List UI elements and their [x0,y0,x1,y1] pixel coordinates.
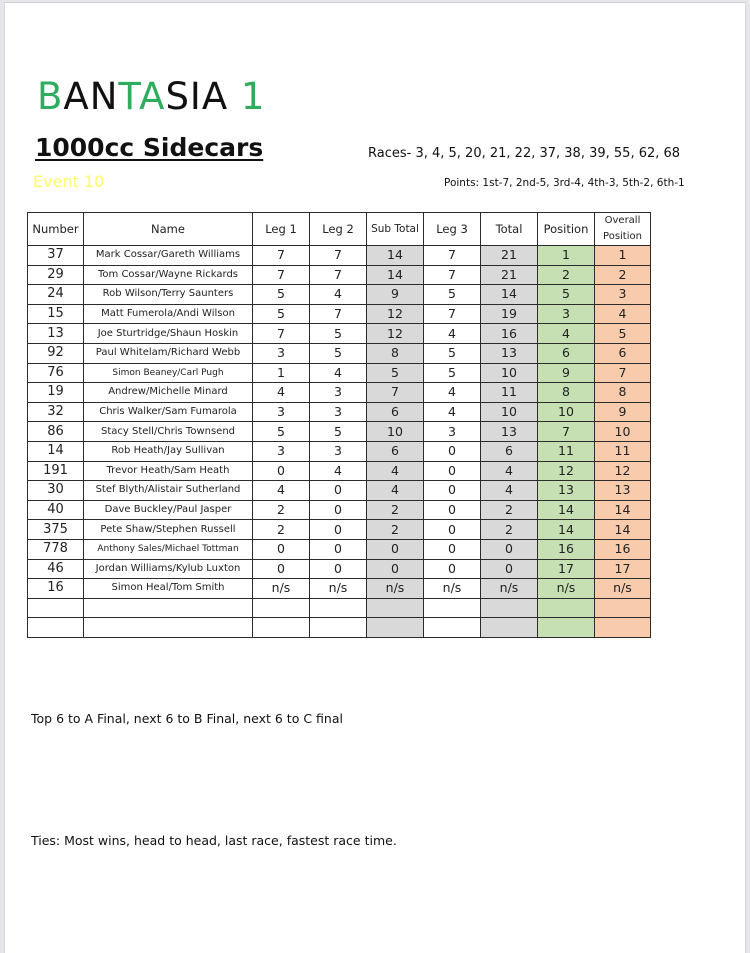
points-scheme: Points: 1st-7, 2nd-5, 3rd-4, 4th-3, 5th-2, 6th-1 [444,177,685,189]
cell-subtotal: 8 [367,343,424,363]
cell-subtotal: 10 [367,422,424,442]
cell-total: 10 [481,363,538,383]
table-row [28,304,651,324]
cell-leg2: 0 [310,500,367,520]
table-header-row [28,213,651,246]
cell-subtotal: 12 [367,304,424,324]
cell-overall-position: 1 [595,246,651,266]
cell-leg2: n/s [310,579,367,599]
cell-overall-position: 2 [595,265,651,285]
cell-leg2: 5 [310,343,367,363]
cell-position: 14 [538,500,595,520]
cell-name: Dave Buckley/Paul Jasper [84,500,253,520]
cell-overall-position: 11 [595,441,651,461]
cell-overall-position [595,618,651,638]
cell-name: Chris Walker/Sam Fumarola [84,402,253,422]
cell-overall-position: 12 [595,461,651,481]
table-row [28,265,651,285]
cell-name [84,598,253,618]
col-header-leg1: Leg 1 [253,213,310,246]
cell-leg2: 5 [310,422,367,442]
table-row [28,579,651,599]
title-segment: T [118,75,140,118]
title-segment: AN [63,75,119,118]
cell-number: 13 [28,324,84,344]
cell-position: 5 [538,285,595,305]
table-row [28,246,651,266]
cell-position: 3 [538,304,595,324]
cell-leg3: n/s [424,579,481,599]
cell-total: 2 [481,500,538,520]
title-segment: SIA [165,75,229,118]
cell-total: 2 [481,520,538,540]
cell-subtotal: 14 [367,265,424,285]
ties-note: Ties: Most wins, head to head, last race, fastest race time. [31,833,397,848]
cell-number: 191 [28,461,84,481]
cell-position: 11 [538,441,595,461]
cell-total: 21 [481,265,538,285]
cell-number: 29 [28,265,84,285]
cell-leg2 [310,618,367,638]
cell-subtotal: 2 [367,500,424,520]
cell-subtotal: 7 [367,383,424,403]
cell-name: Jordan Williams/Kylub Luxton [84,559,253,579]
col-header-leg3: Leg 3 [424,213,481,246]
cell-leg1: 5 [253,304,310,324]
cell-position: 17 [538,559,595,579]
cell-subtotal: 14 [367,246,424,266]
cell-number [28,618,84,638]
table-row [28,618,651,638]
cell-leg3: 0 [424,441,481,461]
table-row [28,422,651,442]
event-number: Event 10 [33,172,105,191]
cell-leg3: 0 [424,481,481,501]
cell-leg3: 0 [424,559,481,579]
cell-position: 10 [538,402,595,422]
col-header-overall-position [595,213,651,246]
cell-leg3: 7 [424,265,481,285]
cell-leg2: 3 [310,441,367,461]
cell-subtotal: 5 [367,363,424,383]
class-subtitle: 1000cc Sidecars [35,133,264,162]
cell-number: 375 [28,520,84,540]
cell-leg1: 3 [253,441,310,461]
cell-overall-position: 4 [595,304,651,324]
table-row [28,402,651,422]
cell-overall-position: 17 [595,559,651,579]
cell-name: Andrew/Michelle Minard [84,383,253,403]
cell-leg1: 5 [253,285,310,305]
cell-position: 6 [538,343,595,363]
cell-position: 13 [538,481,595,501]
cell-leg2: 0 [310,559,367,579]
cell-subtotal: 9 [367,285,424,305]
cell-position: 1 [538,246,595,266]
cell-position: n/s [538,579,595,599]
cell-leg2: 0 [310,539,367,559]
table-row [28,500,651,520]
cell-leg2: 0 [310,481,367,501]
cell-leg1: 2 [253,500,310,520]
races-list: Races- 3, 4, 5, 20, 21, 22, 37, 38, 39, 55, 62, 68 [368,146,681,161]
cell-name: Stef Blyth/Alistair Sutherland [84,481,253,501]
cell-overall-position: 9 [595,402,651,422]
table-row [28,363,651,383]
cell-name: Pete Shaw/Stephen Russell [84,520,253,540]
cell-total [481,618,538,638]
cell-subtotal: 4 [367,481,424,501]
cell-overall-position: 10 [595,422,651,442]
cell-subtotal: 2 [367,520,424,540]
cell-leg2: 0 [310,520,367,540]
cell-leg3: 0 [424,500,481,520]
cell-number: 32 [28,402,84,422]
cell-leg3: 5 [424,285,481,305]
cell-total [481,598,538,618]
cell-number: 86 [28,422,84,442]
cell-total: 10 [481,402,538,422]
cell-name: Rob Wilson/Terry Saunters [84,285,253,305]
cell-leg2: 7 [310,246,367,266]
cell-position: 12 [538,461,595,481]
event-title [37,75,265,119]
cell-position: 2 [538,265,595,285]
cell-number: 92 [28,343,84,363]
cell-number: 15 [28,304,84,324]
cell-overall-position: 13 [595,481,651,501]
cell-leg3: 5 [424,343,481,363]
col-header-position: Position [538,213,595,246]
table-row [28,598,651,618]
cell-overall-position [595,598,651,618]
cell-total: 13 [481,343,538,363]
cell-number: 40 [28,500,84,520]
cell-leg3: 4 [424,324,481,344]
cell-number [28,598,84,618]
cell-leg1: 7 [253,324,310,344]
cell-leg3: 7 [424,246,481,266]
table-row [28,324,651,344]
col-header-name: Name [84,213,253,246]
cell-leg2: 3 [310,383,367,403]
cell-position: 8 [538,383,595,403]
title-segment: A [139,75,166,118]
cell-total: 21 [481,246,538,266]
cell-overall-position: 16 [595,539,651,559]
table-row [28,481,651,501]
cell-position: 7 [538,422,595,442]
cell-total: 4 [481,481,538,501]
cell-leg1: 3 [253,343,310,363]
overall-line-2: Position [603,231,642,242]
cell-leg2: 7 [310,265,367,285]
cell-overall-position: n/s [595,579,651,599]
cell-name: Stacy Stell/Chris Townsend [84,422,253,442]
cell-overall-position: 6 [595,343,651,363]
cell-leg2: 4 [310,285,367,305]
cell-overall-position: 14 [595,520,651,540]
cell-leg1: 5 [253,422,310,442]
cell-name: Mark Cossar/Gareth Williams [84,246,253,266]
cell-leg3 [424,618,481,638]
results-table [27,212,651,638]
cell-name: Tom Cossar/Wayne Rickards [84,265,253,285]
table-row [28,461,651,481]
cell-subtotal: 4 [367,461,424,481]
cell-leg1: 4 [253,383,310,403]
cell-total: 11 [481,383,538,403]
cell-leg3: 0 [424,461,481,481]
cell-overall-position: 14 [595,500,651,520]
col-header-total: Total [481,213,538,246]
cell-subtotal: n/s [367,579,424,599]
cell-leg3: 7 [424,304,481,324]
cell-leg1: 4 [253,481,310,501]
cell-leg3: 5 [424,363,481,383]
cell-leg3: 3 [424,422,481,442]
cell-name: Anthony Sales/Michael Tottman [84,539,253,559]
cell-total: 19 [481,304,538,324]
cell-overall-position: 3 [595,285,651,305]
cell-leg3: 4 [424,402,481,422]
col-header-leg2: Leg 2 [310,213,367,246]
table-row [28,539,651,559]
table-row [28,441,651,461]
cell-overall-position: 7 [595,363,651,383]
cell-total: 4 [481,461,538,481]
cell-leg2: 4 [310,461,367,481]
cell-overall-position: 8 [595,383,651,403]
cell-subtotal: 6 [367,441,424,461]
cell-name: Joe Sturtridge/Shaun Hoskin [84,324,253,344]
cell-number: 16 [28,579,84,599]
cell-subtotal [367,598,424,618]
cell-position: 9 [538,363,595,383]
cell-number: 37 [28,246,84,266]
cell-name: Simon Heal/Tom Smith [84,579,253,599]
cell-subtotal [367,618,424,638]
cell-leg2: 5 [310,324,367,344]
cell-leg3: 0 [424,520,481,540]
cell-leg1: 1 [253,363,310,383]
cell-leg1: 0 [253,461,310,481]
cell-number: 30 [28,481,84,501]
table-row [28,285,651,305]
cell-number: 14 [28,441,84,461]
cell-position: 16 [538,539,595,559]
cell-leg1 [253,618,310,638]
cell-position: 14 [538,520,595,540]
cell-leg2: 3 [310,402,367,422]
cell-position [538,618,595,638]
cell-subtotal: 0 [367,539,424,559]
table-row [28,383,651,403]
cell-leg2: 4 [310,363,367,383]
cell-position [538,598,595,618]
cell-subtotal: 6 [367,402,424,422]
cell-number: 76 [28,363,84,383]
cell-number: 19 [28,383,84,403]
cell-number: 24 [28,285,84,305]
finals-note: Top 6 to A Final, next 6 to B Final, next 6 to C final [31,711,343,726]
cell-subtotal: 12 [367,324,424,344]
table-row [28,559,651,579]
cell-leg1 [253,598,310,618]
cell-leg3: 0 [424,539,481,559]
cell-total: 14 [481,285,538,305]
col-header-number: Number [28,213,84,246]
cell-total: n/s [481,579,538,599]
title-segment: 1 [228,75,266,118]
cell-total: 0 [481,559,538,579]
cell-name: Paul Whitelam/Richard Webb [84,343,253,363]
cell-leg1: 0 [253,559,310,579]
cell-name [84,618,253,638]
cell-number: 46 [28,559,84,579]
cell-total: 16 [481,324,538,344]
cell-subtotal: 0 [367,559,424,579]
title-segment: B [37,75,64,118]
cell-leg2: 7 [310,304,367,324]
cell-leg1: 3 [253,402,310,422]
cell-leg3 [424,598,481,618]
cell-total: 6 [481,441,538,461]
cell-leg1: 7 [253,265,310,285]
cell-name: Trevor Heath/Sam Heath [84,461,253,481]
cell-position: 4 [538,324,595,344]
document-page [4,2,746,953]
cell-name: Rob Heath/Jay Sullivan [84,441,253,461]
cell-name: Matt Fumerola/Andi Wilson [84,304,253,324]
col-header-subtotal: Sub Total [367,213,424,246]
cell-leg1: n/s [253,579,310,599]
cell-overall-position: 5 [595,324,651,344]
cell-name: Simon Beaney/Carl Pugh [84,363,253,383]
cell-number: 778 [28,539,84,559]
cell-total: 13 [481,422,538,442]
cell-leg1: 7 [253,246,310,266]
table-row [28,343,651,363]
cell-leg1: 0 [253,539,310,559]
overall-line-1: Overall [604,215,641,226]
cell-total: 0 [481,539,538,559]
cell-leg3: 4 [424,383,481,403]
cell-leg2 [310,598,367,618]
table-row [28,520,651,540]
cell-leg1: 2 [253,520,310,540]
